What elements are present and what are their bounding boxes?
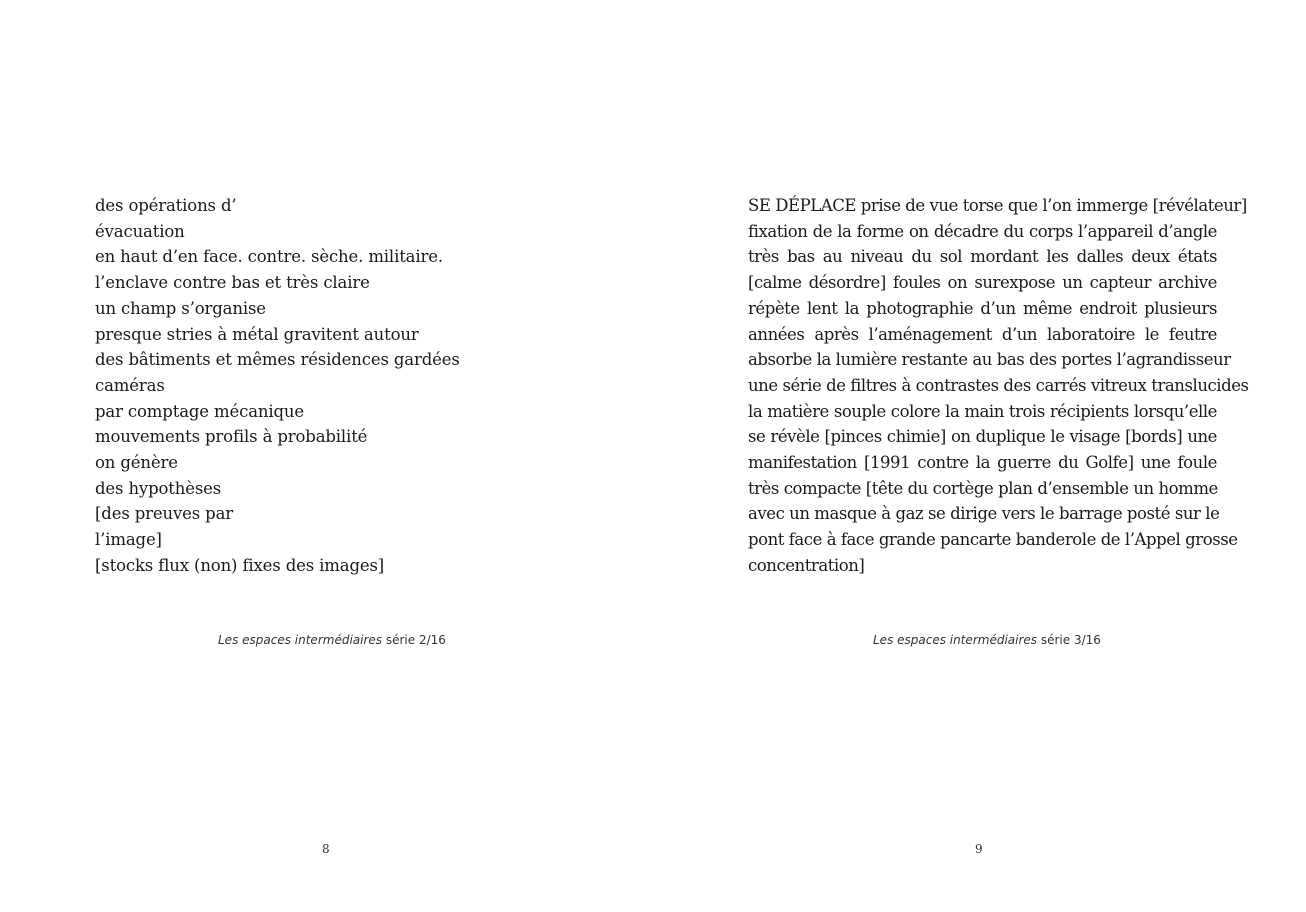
poem-line: mouvements profils à probabilité [95, 427, 368, 447]
prose-line: manifestation [1991 contre la guerre du Golfe] une foule [748, 453, 1217, 473]
prose-line: répète lent la photographie d’un même endroit plusieurs [748, 298, 1217, 318]
caption-title: Les espaces intermédiaires [218, 633, 383, 647]
prose-line: pont face à face grande pancarte banderole de l’Appel grosse [748, 530, 1238, 550]
poem-line: des hypothèses [95, 478, 222, 498]
page-number: 8 [322, 842, 330, 856]
prose-line: une série de filtres à contrastes des carrés vitreux translucides [748, 375, 1249, 395]
caption-title: Les espaces intermédiaires [873, 633, 1038, 647]
prose-line: se révèle [pinces chimie] on duplique le visage [bords] une [748, 427, 1217, 447]
prose-line: SE DÉPLACE prise de vue torse que l’on immerge [révélateur] [748, 196, 1247, 215]
poem-line: presque stries à métal gravitent autour [95, 324, 419, 344]
page-number: 9 [975, 842, 983, 856]
poem-line: des opérations d’ [95, 196, 237, 215]
prose-line: très bas au niveau du sol mordant les dalles deux états [748, 247, 1217, 267]
prose-line: absorbe la lumière restante au bas des portes l’agrandisseur [748, 350, 1231, 370]
poem-line: l’enclave contre bas et très claire [95, 273, 370, 293]
poem-line: [des preuves par [95, 504, 234, 524]
prose-line: la matière souple colore la main trois récipients lorsqu’elle [748, 401, 1217, 421]
prose-line: fixation de la forme on décadre du corps l’appareil d’angle [748, 221, 1217, 241]
poem-line: [stocks flux (non) fixes des images] [95, 555, 385, 575]
prose-line: [calme désordre] foules on surexpose un capteur archive [748, 273, 1217, 293]
poem-line: des bâtiments et mêmes résidences gardées [95, 350, 460, 370]
prose-text [748, 193, 1249, 579]
caption-series: série 2/16 [382, 633, 446, 647]
caption-series: série 3/16 [1037, 633, 1101, 647]
right-page [653, 0, 1306, 912]
prose-line: avec un masque à gaz se dirige vers le barrage posté sur le [748, 504, 1220, 524]
poem-line: caméras [95, 375, 165, 395]
poem-line: l’image] [95, 530, 162, 550]
poem-line: un champ s’organise [95, 298, 266, 318]
prose-line: années après l’aménagement d’un laboratoire le feutre [748, 324, 1217, 344]
poem-line: on génère [95, 453, 178, 473]
poem-text [95, 193, 460, 579]
poem-line: en haut d’en face. contre. sèche. militaire. [95, 247, 443, 267]
prose-line: concentration] [748, 555, 865, 575]
poem-line: par comptage mécanique [95, 401, 305, 421]
poem-line: évacuation [95, 221, 185, 241]
prose-line: très compacte [tête du cortège plan d’ensemble un homme [748, 478, 1218, 498]
